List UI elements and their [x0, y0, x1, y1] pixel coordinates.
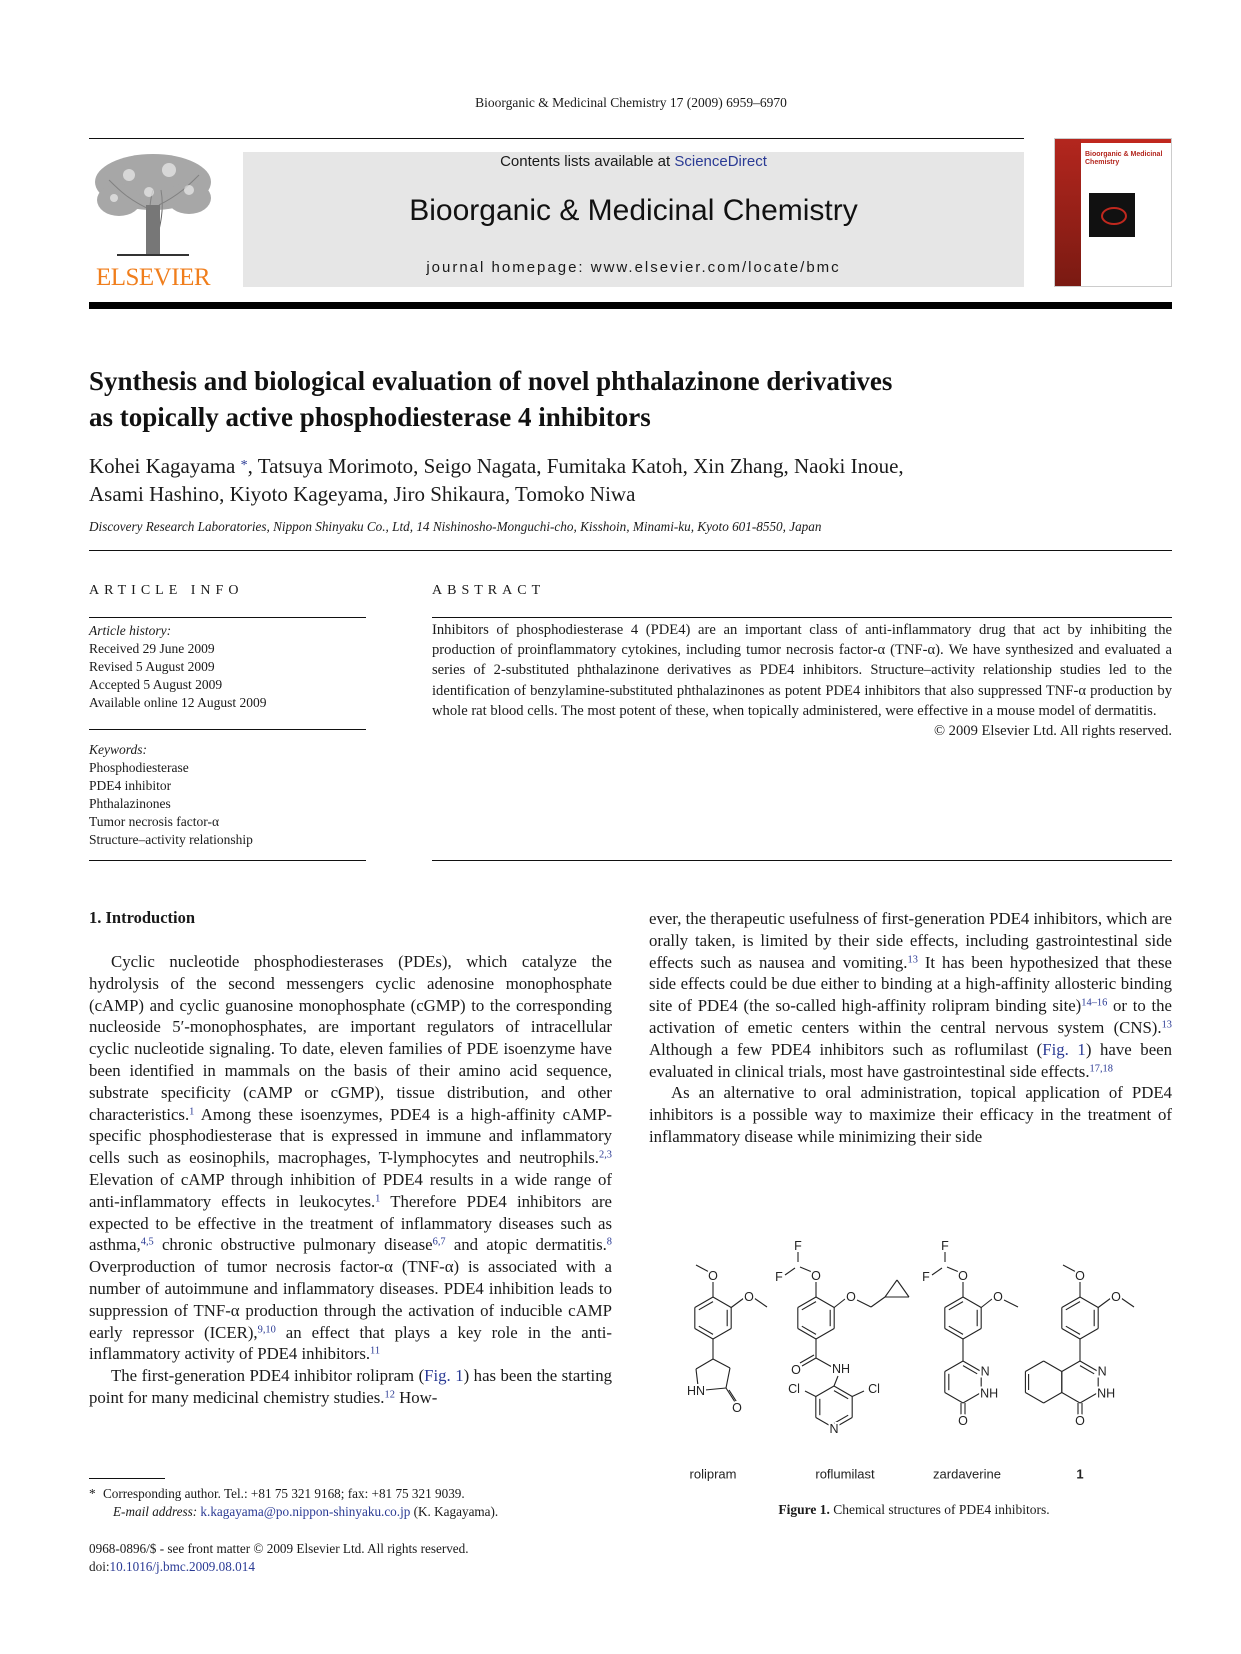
sciencedirect-link[interactable]: ScienceDirect — [674, 153, 767, 170]
front-matter — [89, 1540, 469, 1576]
bond — [1062, 1393, 1080, 1404]
atom-label: HN — [686, 1384, 706, 1398]
citation-reference[interactable]: 6,7 — [432, 1236, 446, 1248]
bond — [932, 1268, 942, 1275]
bond — [981, 1299, 992, 1308]
bond — [785, 1268, 795, 1275]
bond — [726, 1388, 735, 1402]
abstract-body: Inhibitors of phosphodiesterase 4 (PDE4) are an important class of anti-inflammatory drug that act by inhibiting the production of proinflammatory cytokines, including tumor necrosis factor-α (TNF-α). We have synthesized and evaluated a series of 2-substituted phthalazinone derivatives as PDE4 inhibitors. Structure–activity relationship studies led to the identification of benzylamine-substituted phthalazinones as potent PDE4 inhibitors that also suppressed TNF-α production by whole rat blood cells. The most potent of these, when topically administered, were effective in a mouse model of dermatitis. — [432, 622, 1172, 719]
bond — [805, 1391, 816, 1397]
bond — [945, 1393, 963, 1404]
compound-name: zardaverine — [933, 1466, 1001, 1482]
atom-label: F — [922, 1270, 930, 1284]
bond — [885, 1280, 897, 1297]
compound-name: rolipram — [689, 1466, 737, 1482]
atom-label: F — [794, 1239, 802, 1253]
figure-link[interactable]: Fig. 1 — [1042, 1039, 1086, 1059]
caption-label: Figure 1. — [778, 1502, 830, 1517]
structure-roflumilast — [775, 1239, 909, 1482]
elsevier-tree-icon — [89, 150, 217, 262]
header-rule — [89, 138, 1024, 139]
bond — [1080, 1329, 1098, 1340]
abstract-copyright: © 2009 Elsevier Ltd. All rights reserved. — [933, 723, 1172, 740]
keyword: Structure–activity relationship — [89, 832, 253, 847]
bond — [834, 1299, 845, 1308]
bond — [945, 1329, 963, 1340]
atom-label: NH — [831, 1362, 851, 1376]
figure-caption — [654, 1502, 1174, 1518]
bond — [1025, 1393, 1043, 1404]
bond — [963, 1393, 981, 1404]
history-label: Article history: — [89, 623, 172, 638]
email-link[interactable]: k.kagayama@po.nippon-shinyaku.co.jp — [200, 1504, 411, 1519]
bond — [802, 1358, 816, 1366]
citation-reference[interactable]: 2,3 — [598, 1149, 612, 1161]
bond — [1004, 1300, 1018, 1307]
citation-reference[interactable]: 9,10 — [257, 1323, 276, 1335]
info-rule — [89, 617, 366, 618]
email-owner: (K. Kagayama). — [410, 1504, 499, 1519]
bond — [695, 1329, 713, 1340]
structure-zardaverine — [922, 1239, 1018, 1482]
citation-reference[interactable]: 14–16 — [1081, 997, 1108, 1009]
history-item: Revised 5 August 2009 — [89, 659, 215, 674]
journal-citation: Bioorganic & Medicinal Chemistry 17 (2009) 6959–6970 — [475, 95, 787, 110]
keyword: Tumor necrosis factor-α — [89, 814, 220, 829]
body-column-left — [89, 951, 612, 1409]
citation-reference[interactable]: 12 — [384, 1389, 395, 1401]
contents-prefix: Contents lists available at — [500, 153, 675, 170]
abstract-bottom-rule — [432, 860, 1172, 861]
bond — [1066, 1326, 1080, 1334]
bond — [798, 1329, 816, 1340]
abstract — [432, 620, 1172, 741]
citation-reference[interactable]: 1 — [189, 1105, 195, 1117]
structure-rolipram — [687, 1265, 767, 1482]
bond — [857, 1300, 871, 1307]
bond — [802, 1326, 816, 1334]
bond — [726, 1368, 730, 1388]
bond — [1080, 1393, 1098, 1404]
figure-1-chemical-structures — [654, 1230, 1181, 1490]
bond — [754, 1298, 767, 1307]
atom-label: Cl — [788, 1382, 800, 1396]
info-divider — [89, 729, 366, 730]
compound-name: roflumilast — [815, 1466, 875, 1482]
bond — [1121, 1298, 1134, 1307]
bond — [1044, 1393, 1062, 1404]
bond — [1080, 1366, 1094, 1374]
atom-label: O — [811, 1269, 821, 1283]
bond — [816, 1329, 834, 1340]
citation-reference[interactable]: 11 — [370, 1345, 381, 1357]
header-divider-bar — [89, 302, 1172, 309]
keywords-label: Keywords: — [89, 742, 147, 757]
journal-masthead — [243, 152, 1024, 287]
author-list — [89, 452, 1189, 508]
atom-label: O — [791, 1363, 801, 1377]
bond — [1044, 1361, 1062, 1372]
issn-line: 0968-0896/$ - see front matter © 2009 Elsevier Ltd. All rights reserved. — [89, 1541, 469, 1556]
bond — [834, 1376, 838, 1386]
bond — [834, 1386, 852, 1397]
bond — [1025, 1361, 1043, 1372]
atom-label: O — [744, 1290, 754, 1304]
bond — [713, 1359, 730, 1368]
corresponding-author-mark[interactable]: * — [240, 458, 248, 473]
corresponding-author-note: Corresponding author. Tel.: +81 75 321 9168; fax: +81 75 321 9039. — [103, 1486, 465, 1501]
article-title — [89, 363, 1189, 435]
atom-label: O — [846, 1290, 856, 1304]
body-paragraph: Cyclic nucleotide phosphodiesterases (PDEs), which catalyze the hydrolysis of the second messengers cyclic adenosine monophosphate (cAMP) and cyclic guanosine monophosphate (cGMP) to the corresponding nucleoside 5′-monophosphates, are important regulators of intracellular cyclic nucleotide signaling. To date, eleven families of PDE isoenzyme have been identified in mammals on the basis of their amino acid sequence, substrate specificity (cAMP or cGMP), tissue distribution, and other characteristics.$^1$ Among these isoenzymes, PDE4 is a high-affinity cAMP-specific phosphodiesterase that is expressed in immune and inflammatory cells such as eosinophils, macrophages, T-lymphocytes and neutrophils.$^{2,3}$ Elevation of cAMP through inhibition of PDE4 results in a wide range of anti-inflammatory effects in leukocytes.$^1$ Therefore PDE4 inhibitors are expected to be effective in the treatment of inflammatory diseases such as asthma,$^{4,5}$ chronic obstructive pulmonary disease$^{6,7}$ and atopic dermatitis.$^8$ Overproduction of tumor necrosis factor-α (TNF-α) is associated with a number of autoimmune and inflammatory diseases. PDE4 inhibition leads to suppression of TNF-α production through the activation of inducible cAMP early repressor (ICER),$^{9,10}$ an effect that plays a key role in the anti-inflammatory activity of PDE4 inhibitors.$^{11}$ — [89, 952, 612, 1364]
body-paragraph: The first-generation PDE4 inhibitor rolipram (Fig. 1) has been the starting point for many medicinal chemistry studies.$^{12}$ How- — [89, 1366, 612, 1407]
bond — [1062, 1361, 1080, 1372]
footnotes — [89, 1485, 649, 1521]
bond — [802, 1302, 816, 1310]
affiliation: Discovery Research Laboratories, Nippon Shinyaku Co., Ltd, 14 Nishinosho-Monguchi-cho, Kisshoin, Minami-ku, Kyoto 601-8550, Japan — [89, 519, 822, 534]
atom-label: O — [732, 1401, 742, 1415]
figure-link[interactable]: Fig. 1 — [424, 1366, 464, 1386]
citation-reference[interactable]: 13 — [907, 953, 918, 965]
citation-reference[interactable]: 8 — [606, 1236, 612, 1248]
bond — [945, 1297, 963, 1308]
atom-label: NH — [1097, 1386, 1116, 1401]
caption-text: Chemical structures of PDE4 inhibitors. — [829, 1502, 1050, 1517]
bond — [1066, 1302, 1080, 1310]
info-bottom-rule — [89, 860, 366, 861]
atom-label: O — [958, 1269, 968, 1283]
contents-availability — [243, 153, 1024, 170]
bond — [897, 1280, 909, 1297]
author-names: , Tatsuya Morimoto, Seigo Nagata, Fumitaka Katoh, Xin Zhang, Naoki Inoue, — [247, 454, 904, 478]
bond — [949, 1326, 963, 1334]
citation-reference[interactable]: 13 — [1161, 1019, 1172, 1031]
atom-label: N — [1097, 1364, 1107, 1379]
body-column-right — [649, 908, 1172, 1148]
elsevier-logo — [89, 150, 217, 290]
keyword: PDE4 inhibitor — [89, 778, 172, 793]
abstract-heading: ABSTRACT — [432, 583, 546, 598]
bond — [852, 1391, 864, 1397]
bond — [696, 1359, 713, 1369]
history-item: Available online 12 August 2009 — [89, 695, 267, 710]
bond — [963, 1366, 977, 1374]
cover-image — [1089, 193, 1135, 237]
citation-reference[interactable]: 4,5 — [140, 1236, 154, 1248]
history-item: Accepted 5 August 2009 — [89, 677, 223, 692]
bond — [705, 1388, 726, 1390]
footnote-rule — [89, 1478, 165, 1479]
atom-label: O — [1111, 1290, 1121, 1304]
title-line: Synthesis and biological evaluation of novel phthalazinone derivatives — [89, 366, 893, 396]
keyword: Phosphodiesterase — [89, 760, 189, 775]
atom-label: O — [958, 1414, 968, 1428]
journal-homepage-link[interactable]: journal homepage: www.elsevier.com/locate/bmc — [426, 259, 841, 276]
bond — [1062, 1297, 1080, 1308]
bond — [816, 1358, 832, 1367]
body-paragraph: ever, the therapeutic usefulness of first-generation PDE4 inhibitors, which are orally taken, is limited by their side effects, including gastrointestinal side effects such as nausea and vomiting.$^{13}$ It has been hypothesized that these side effects could be due either to binding at a high-affinity allosteric binding site of PDE4 (the so-called high-affinity rolipram binding site)$^{14-16}$ or to the activation of emetic centers within the central nervous system (CNS).$^{13}$ Although a few PDE4 inhibitors such as roflumilast (Fig. 1) have been evaluated in clinical trials, most have gastrointestinal side effects.$^{17,18}$ — [649, 909, 1172, 1081]
bond — [963, 1297, 981, 1308]
bond — [713, 1329, 731, 1340]
abstract-rule — [432, 617, 1172, 618]
author-name: Kohei Kagayama — [89, 454, 236, 478]
atom-label: F — [941, 1239, 949, 1253]
structure-compound-1 — [1025, 1265, 1134, 1482]
atom-label: O — [708, 1269, 718, 1283]
elsevier-wordmark: ELSEVIER — [95, 264, 211, 291]
article-info-heading: ARTICLE INFO — [89, 583, 244, 598]
bond — [816, 1386, 834, 1397]
title-line: as topically active phosphodiesterase 4 inhibitors — [89, 402, 651, 432]
atom-label: O — [1075, 1414, 1085, 1428]
bond — [699, 1302, 713, 1310]
bond — [816, 1297, 834, 1308]
bond — [1080, 1361, 1098, 1372]
bond — [945, 1361, 963, 1372]
bond — [1062, 1329, 1080, 1340]
atom-label: N — [980, 1364, 990, 1379]
atom-label: NH — [980, 1386, 999, 1401]
atom-label: N — [829, 1422, 839, 1436]
compound-name: 1 — [1076, 1466, 1084, 1482]
bond — [1080, 1297, 1098, 1308]
doi-link[interactable]: 10.1016/j.bmc.2009.08.014 — [109, 1559, 255, 1574]
history-item: Received 29 June 2009 — [89, 641, 215, 656]
journal-cover-thumbnail — [1054, 138, 1172, 287]
bond — [963, 1361, 981, 1372]
bond — [963, 1329, 981, 1340]
footnote-mark: * — [89, 1486, 96, 1501]
body-paragraph: As an alternative to oral administration, topical application of PDE4 inhibitors is a possible way to maximize their efficacy in the treatment of inflammatory disease while minimizing their side — [649, 1083, 1172, 1146]
keyword: Phthalazinones — [89, 796, 171, 811]
bond — [949, 1302, 963, 1310]
bond — [798, 1297, 816, 1308]
bond — [800, 1355, 814, 1363]
atom-label: O — [1075, 1269, 1085, 1283]
bond — [713, 1297, 731, 1308]
atom-label: O — [993, 1290, 1003, 1304]
article-info — [89, 622, 366, 849]
citation-reference[interactable]: 1 — [375, 1193, 381, 1205]
bond — [731, 1298, 744, 1308]
bond — [871, 1297, 885, 1307]
author-names: Asami Hashino, Kiyoto Kageyama, Jiro Shikaura, Tomoko Niwa — [89, 482, 636, 506]
bond — [834, 1391, 848, 1399]
bond — [695, 1297, 713, 1308]
bond — [1098, 1298, 1111, 1308]
section-heading-introduction: 1. Introduction — [89, 908, 196, 927]
atom-label: F — [775, 1270, 783, 1284]
section-rule — [89, 550, 1172, 551]
citation-reference[interactable]: 17,18 — [1089, 1062, 1113, 1074]
doi-label: doi: — [89, 1559, 110, 1574]
email-label: E-mail address: — [113, 1504, 198, 1519]
bond — [699, 1326, 713, 1334]
cover-title: Bioorganic & Medicinal Chemistry — [1085, 151, 1163, 166]
journal-title: Bioorganic & Medicinal Chemistry — [409, 194, 858, 227]
atom-label: Cl — [868, 1382, 880, 1396]
